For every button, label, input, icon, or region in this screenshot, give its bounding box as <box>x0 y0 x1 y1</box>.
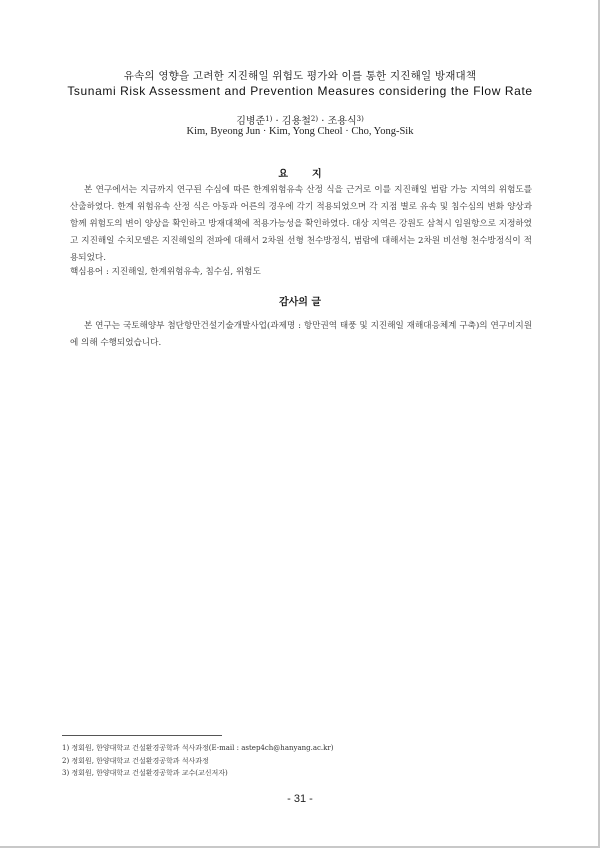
title-korean: 유속의 영향을 고려한 지진해일 위험도 평가와 이를 통한 지진해일 방재대책 <box>123 70 477 82</box>
abstract-heading: 요지 <box>278 169 346 180</box>
author-separator: · <box>318 116 328 127</box>
authors-english: Kim, Byeong Jun · Kim, Yong Cheol · Cho, Yong-Sik <box>186 126 414 137</box>
author-name: 김용철 <box>281 116 311 127</box>
abstract-body: 본 연구에서는 지금까지 연구된 수심에 따른 한계위험유속 산정 식을 근거로 이를 지진해일 범람 가능 지역의 위험도를 산출하였다. 한계 위험유속 산정 식은 아동과 어른의 경우에 각기 적용되었으며 각 지점 별로 유속 및 침수심의 변화 양상과 함께 위험도의 변이 양상을 확인하고 방재대책에 적용가능성을 확인하였다. 대상 지역은 강원도 삼척시 임원항으로 지정하였고 지진해일 수치모델은 지진해일의 전파에 대해서 2차원 선형 천수방정식, 범람에 대해서는 2차원 비선형 천수방정식이 적용되었다. <box>70 185 532 263</box>
author-separator: · <box>272 116 282 127</box>
title-english: Tsunami Risk Assessment and Prevention Measures considering the Flow Rate <box>67 84 533 98</box>
footnote: 2) 정회원, 한양대학교 건설환경공학과 석사과정 <box>62 756 209 765</box>
author-footnote-mark: 2) <box>310 115 319 123</box>
author-footnote-mark: 1) <box>265 115 273 123</box>
author-footnote-mark: 3) <box>356 115 364 123</box>
acknowledgement-heading: 감사의 글 <box>278 297 322 308</box>
footnote: 1) 정회원, 한양대학교 건설환경공학과 석사과정(E-mail : astep4ch@hanyang.ac.kr) <box>62 744 334 752</box>
footnote: 3) 정회원, 한양대학교 건설환경공학과 교수(교신저자) <box>62 769 228 777</box>
author-name: 조용식 <box>327 116 357 127</box>
author-name: 김병준 <box>236 116 266 127</box>
footnotes <box>62 742 542 780</box>
keywords: 핵심용어 : 지진해일, 한계위험유속, 침수심, 위험도 <box>70 267 261 277</box>
footnote-divider <box>62 735 222 736</box>
authors-korean <box>0 112 600 127</box>
acknowledgement-body: 본 연구는 국토해양부 첨단항만건설기술개발사업(과제명 : 항만권역 태풍 및 지진해일 재해대응체계 구축)의 연구비지원에 의해 수행되었습니다. <box>70 321 532 348</box>
page-number: - 31 - <box>287 793 313 805</box>
